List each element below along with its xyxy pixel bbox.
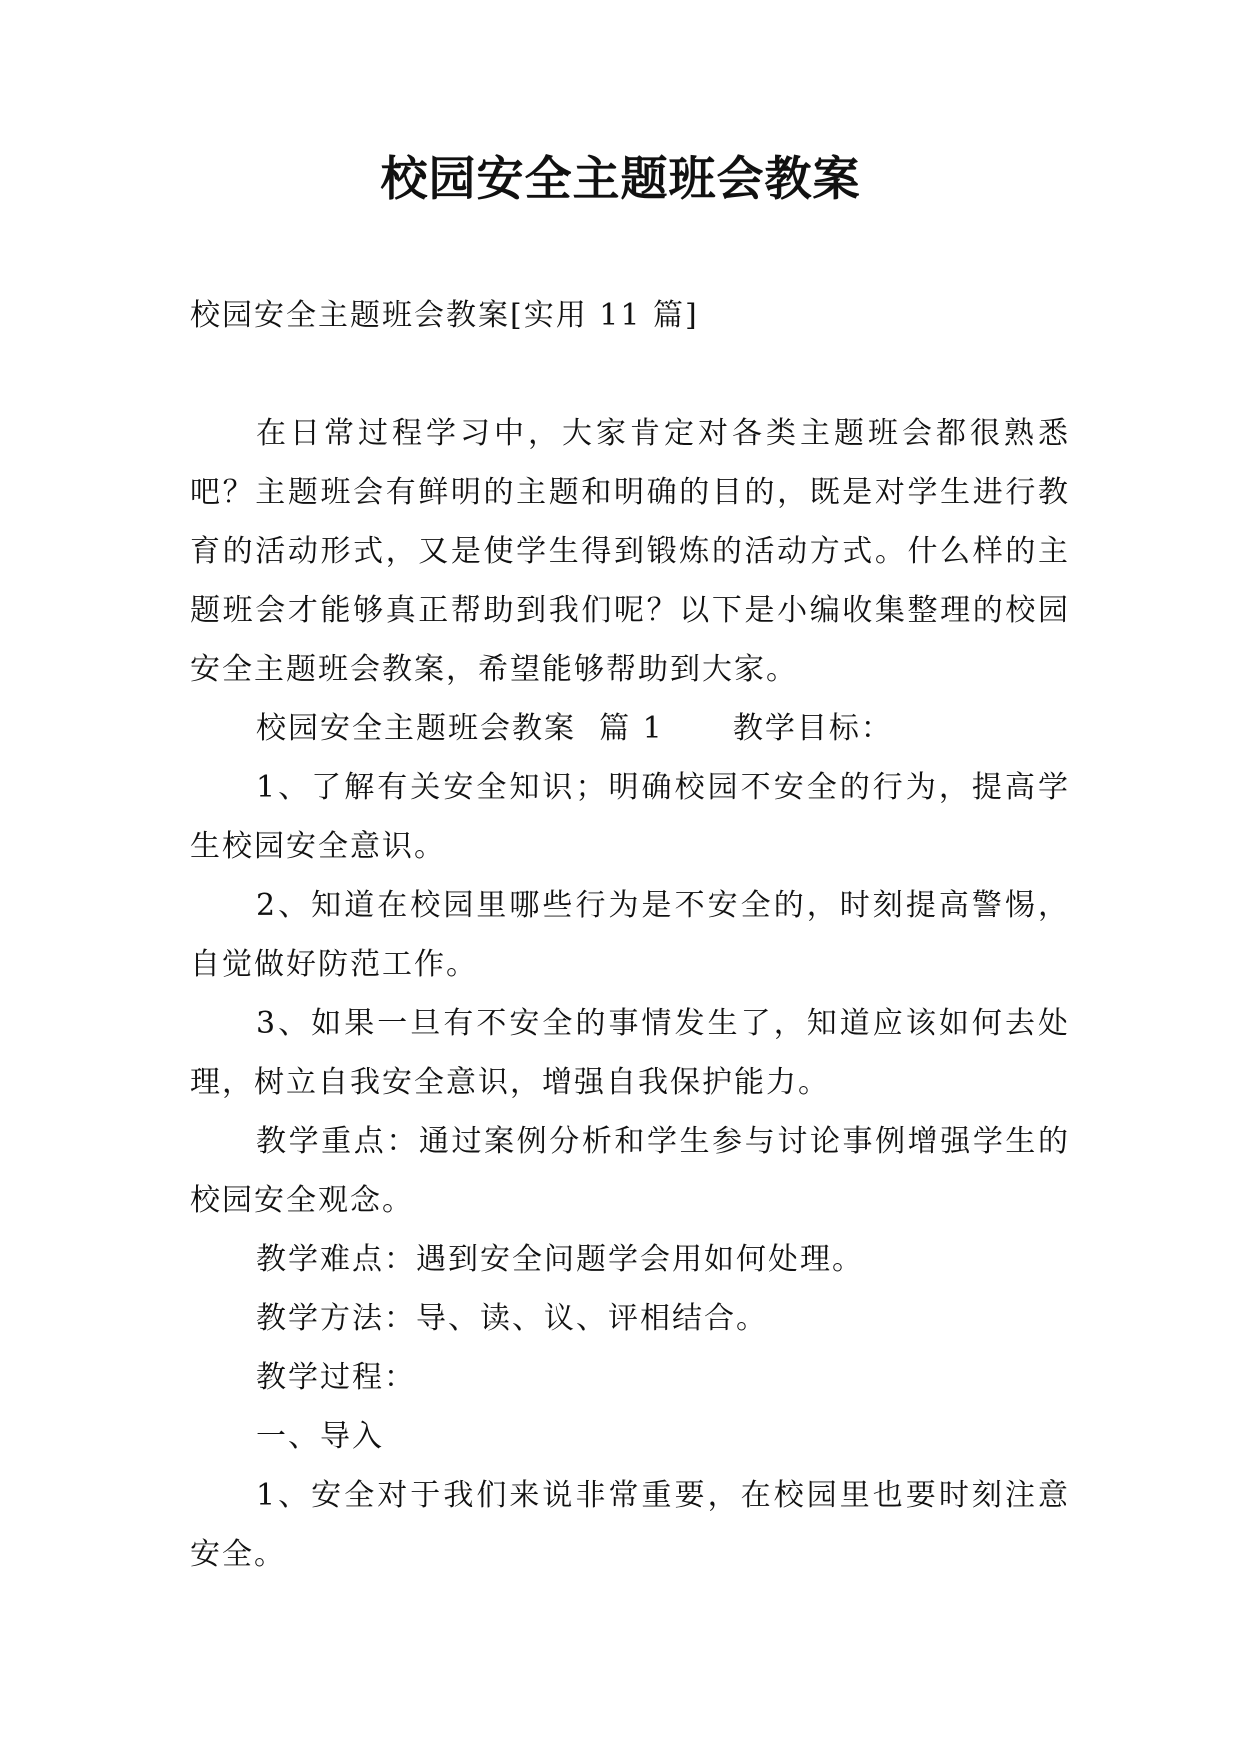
paragraph-intro: 在日常过程学习中，大家肯定对各类主题班会都很熟悉吧？主题班会有鲜明的主题和明确的目的，既是对学生进行教育的活动形式，又是使学生得到锻炼的活动方式。什么样的主题班会才能够真正帮助到我们呢？以下是小编收集整理的校园安全主题班会教案，希望能够帮助到大家。 [190, 416, 1070, 687]
paragraph-process: 教学过程： [256, 1360, 416, 1395]
paragraph-step-intro: 一、导入 [256, 1419, 384, 1454]
document-subtitle: 校园安全主题班会教案[实用 11 篇] [190, 298, 699, 333]
document-body [190, 404, 1070, 1584]
paragraph-method: 教学方法：导、读、议、评相结合。 [256, 1301, 768, 1336]
paragraph-goal-1: 1、了解有关安全知识；明确校园不安全的行为，提高学生校园安全意识。 [190, 770, 1070, 864]
paragraph-goal-3: 3、如果一旦有不安全的事情发生了，知道应该如何去处理，树立自我安全意识，增强自我保护能力。 [190, 1006, 1070, 1100]
paragraph-key-point: 教学重点：通过案例分析和学生参与讨论事例增强学生的校园安全观念。 [190, 1124, 1070, 1218]
paragraph-difficulty: 教学难点：遇到安全问题学会用如何处理。 [256, 1242, 864, 1277]
paragraph-step-1: 1、安全对于我们来说非常重要，在校园里也要时刻注意安全。 [190, 1478, 1070, 1572]
paragraph-section-heading: 校园安全主题班会教案 篇 1 教学目标： [256, 711, 893, 746]
paragraph-goal-2: 2、知道在校园里哪些行为是不安全的，时刻提高警惕，自觉做好防范工作。 [190, 888, 1070, 982]
document-title: 校园安全主题班会教案 [380, 152, 861, 207]
